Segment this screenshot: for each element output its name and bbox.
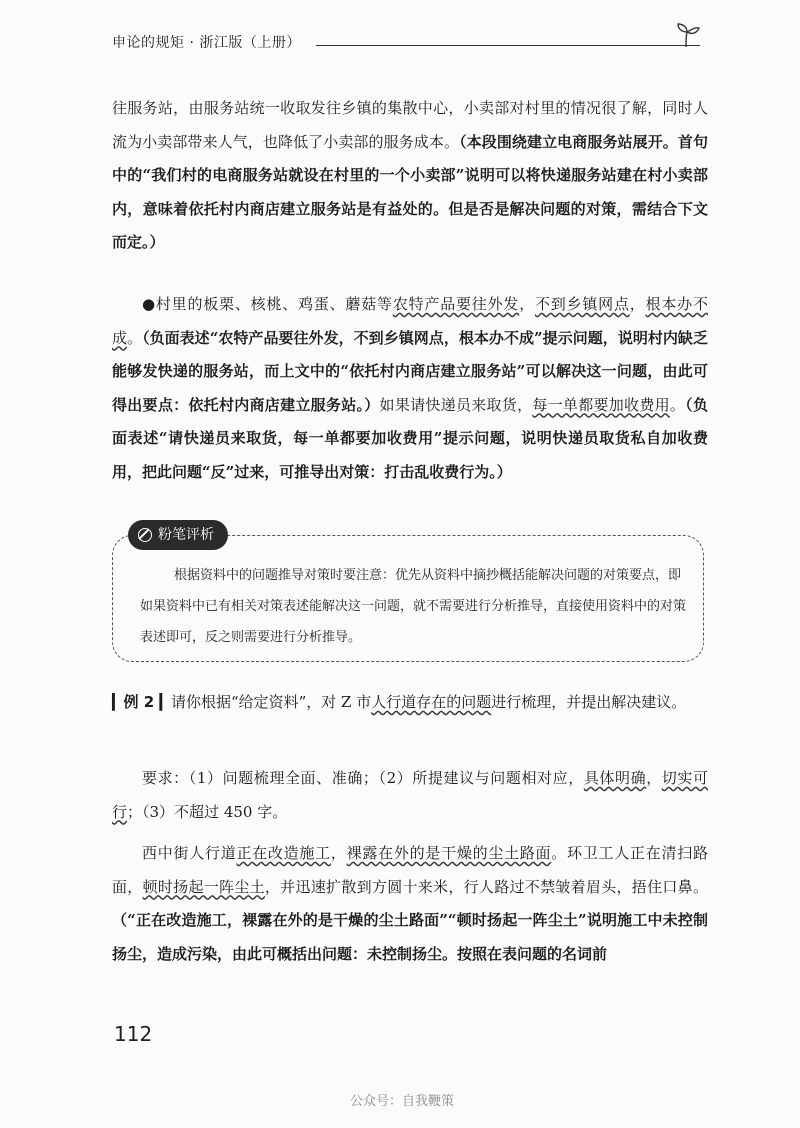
tip-label <box>128 520 228 550</box>
text-span: 。环卫工人正在清扫路面， <box>112 844 708 896</box>
underlined-phrase: 切实可行 <box>112 769 708 821</box>
underlined-phrase: 人行道存在的问题 <box>371 693 492 711</box>
text-span: 往服务站，由服务站统一收取发往乡镇的集散中心，小卖部对村里的情况很了解，同时人流为小卖部带来人气，也降低了小卖部的服务成本。 <box>112 99 708 151</box>
analysis-note: （负面表述“农特产品要往外发，不到乡镇网点，根本办不成”提示问题，说明村内缺乏能够发快递的服务站，而上文中的“依托村内商店建立服务站”可以解决这一问题，由此可得出要点：依托村内商店建立服务站。） <box>112 328 708 414</box>
text-span: 进行梳理，并提出解决建议。 <box>491 693 687 711</box>
text-span: ；（3）不超过 450 字。 <box>127 802 288 821</box>
analysis-note: （“正在改造施工，裸露在外的是干燥的尘土路面”“顿时扬起一阵尘土”说明施工中未控制扬尘，造成污染，由此可概括出问题：未控制扬尘。按照在表问题的名词前 <box>112 911 708 963</box>
header-rule <box>316 45 700 46</box>
no-sign-icon <box>138 528 152 542</box>
underlined-phrase: 正在改造施工 <box>236 844 331 862</box>
underlined-phrase: 具体明确 <box>583 769 647 787</box>
analysis-note: （本段围绕建立电商服务站展开。首句中的“我们村的电商服务站就设在村里的一个小卖部”说明可以将快递服务站建在村小卖部内，意味着依托村内商店建立服务站是有益处的。但是否是解决问题的对策，需结合下文而定。） <box>112 132 708 251</box>
underlined-phrase: 每一单都要加收费用 <box>532 395 670 414</box>
header-title: 申论的规矩 · 浙江版（上册） <box>112 35 301 51</box>
text-span: 西中街人行道 <box>142 844 237 862</box>
paragraph-example-question <box>112 686 708 720</box>
underlined-phrase: 裸露在外的是干燥的尘土路面 <box>346 844 552 862</box>
text-span: 如果请快递员来取货， <box>379 395 533 414</box>
text-span: ， <box>629 295 646 313</box>
analysis-note: （负面表述“请快递员来取货，每一单都要加收费用”提示问题，说明快递员取货私自加收费用，把此问题“反”过来，可推导出对策：打击乱收费行为。） <box>112 395 708 481</box>
underlined-phrase: 不到乡镇网点 <box>534 295 630 313</box>
underlined-phrase: 根本办不成 <box>112 295 708 347</box>
text-span: ， <box>330 844 347 862</box>
paragraph-requirements <box>112 762 708 829</box>
text-span: 。 <box>127 328 143 347</box>
text-span: ●村里的板栗、核桃、鸡蛋、蘑菇等 <box>142 295 393 313</box>
footer-watermark: 公众号：自我鞭策 <box>350 1094 455 1109</box>
page-header <box>112 32 712 56</box>
sprout-icon <box>672 20 702 50</box>
text-span: 。 <box>669 395 686 414</box>
tip-text: 根据资料中的问题推导对策时要注意：优先从资料中摘抄概括能解决问题的对策要点，即如果资料中已有相关对策表述能解决这一问题，就不需要进行分析推导，直接使用资料中的对策表述即可，反之则需要进行分析推导。 <box>140 568 687 645</box>
text-span: 请你根据“给定资料”，对 Z 市 <box>170 693 372 711</box>
paragraph-service-station <box>112 92 708 260</box>
paragraph-farm-products <box>112 288 708 489</box>
text-span: 要求：（1）问题梳理全面、准确；（2）所提建议与问题相对应， <box>142 769 584 787</box>
underlined-phrase: 农特产品要往外发 <box>392 295 520 313</box>
text-span: ， <box>519 295 535 313</box>
text-span: ，并迅速扩散到方圆十来米，行人路过不禁皱着眉头，捂住口鼻。 <box>264 877 708 896</box>
tip-label-text: 粉笔评析 <box>158 527 214 543</box>
page-number: 112 <box>114 1022 153 1046</box>
paragraph-sidewalk-material <box>112 837 708 971</box>
underlined-phrase: 顿时扬起一阵尘土 <box>142 877 265 896</box>
example-marker: ▎例 2 ▎ <box>112 693 171 711</box>
text-span: ， <box>646 769 662 787</box>
